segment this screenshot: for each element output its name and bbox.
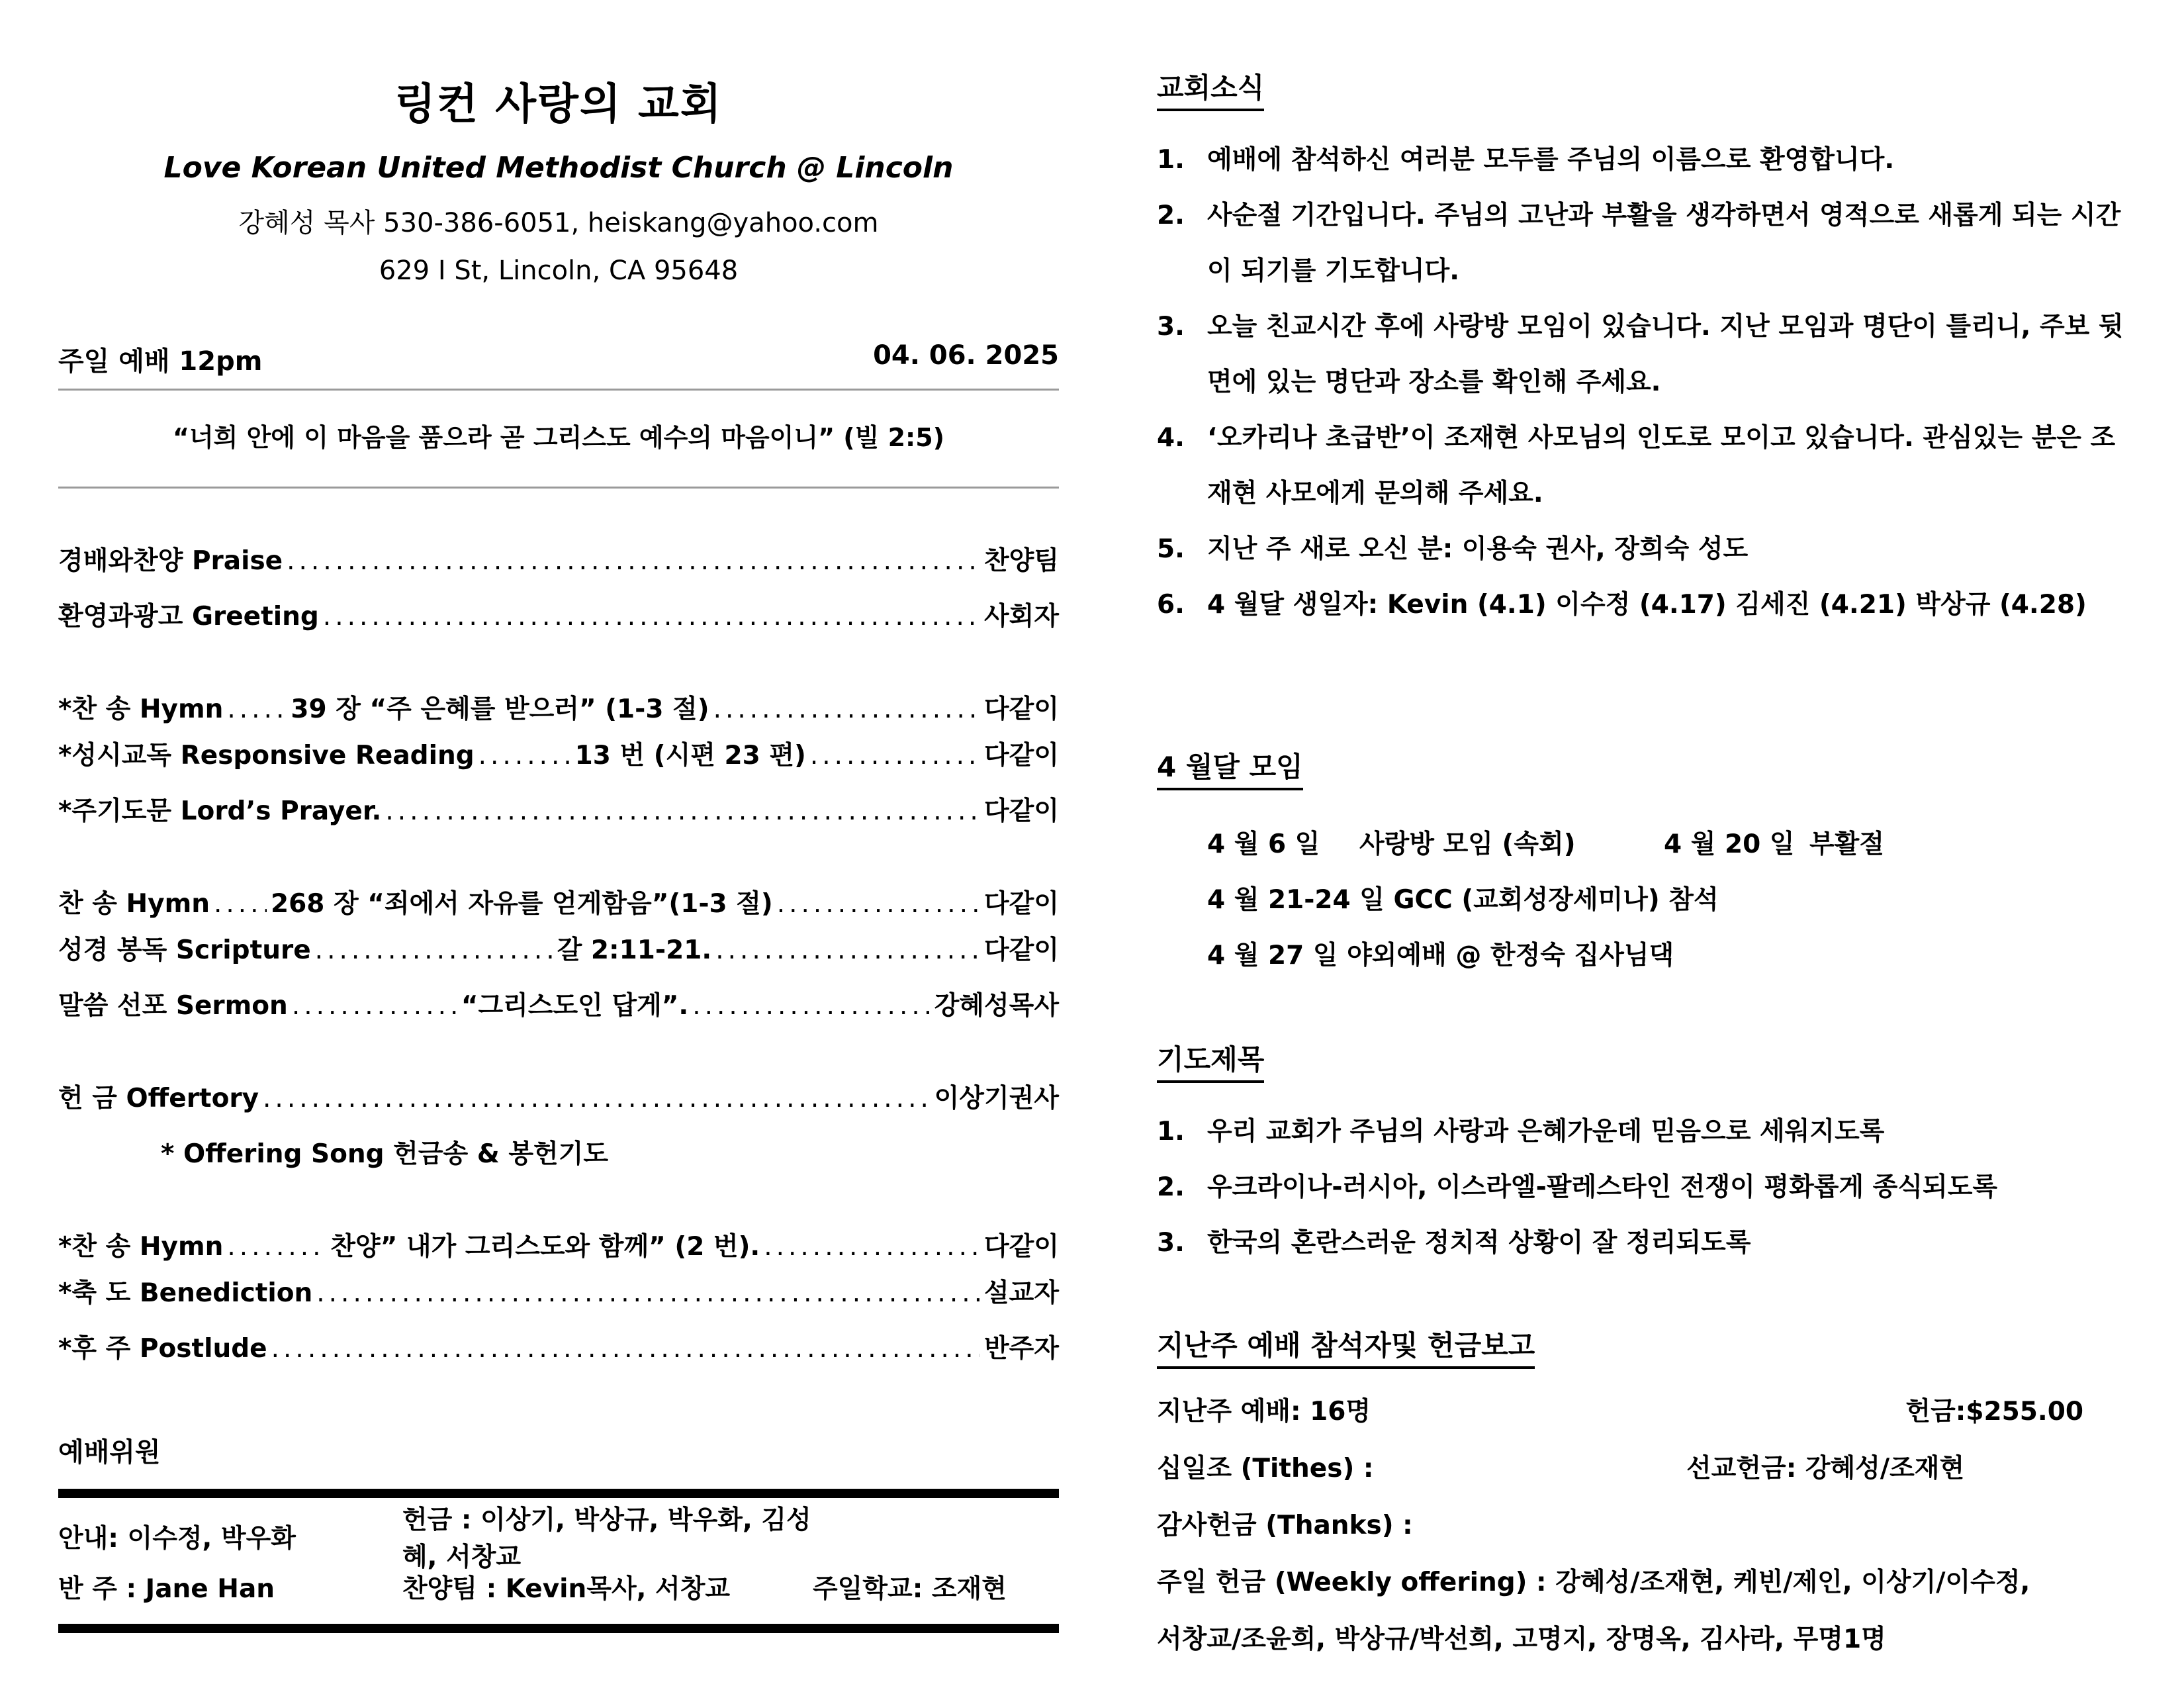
weekly-offering-line-1: 주일 헌금 (Weekly offering) : 강혜성/조재현, 케빈/제인, 이상기/이수정, [1157, 1568, 2030, 1597]
order-detail: 찬양” 내가 그리스도와 함께” (2 번). [330, 1232, 760, 1262]
leader-dots [385, 796, 980, 826]
order-postlude [58, 1328, 1059, 1383]
leader-dots [810, 741, 980, 771]
offering-total: 헌금:$255.00 [1905, 1397, 2083, 1427]
leader-dots [764, 1232, 980, 1262]
list-item [1157, 410, 2136, 522]
item-number: 1. [1157, 1117, 1185, 1147]
weekly-offering-line-2: 서창교/조윤희, 박상규/박선희, 고명지, 장명옥, 김사라, 무명1명 [1157, 1624, 1886, 1654]
order-item: *찬 송 Hymn [58, 1232, 224, 1262]
staff-offering: 헌금 : 이상기, 박상규, 박우화, 김성혜, 서창교 [402, 1505, 811, 1572]
order-leader: 찬양팀 [983, 546, 1059, 576]
prayers-heading: 기도제목 [1157, 1038, 1264, 1083]
list-item [1157, 299, 2136, 410]
divider [58, 487, 1059, 489]
order-item: *찬 송 Hymn [58, 694, 224, 724]
order-item: 말씀 선포 Sermon [58, 991, 288, 1021]
leader-dots [323, 602, 980, 632]
meeting-date: 4 월 20 일 [1664, 829, 1795, 859]
order-benediction [58, 1272, 1059, 1328]
leader-dots [713, 694, 980, 724]
order-item: 찬 송 Hymn [58, 889, 210, 919]
order-item: 헌 금 Offertory [58, 1084, 259, 1113]
item-number: 2. [1157, 201, 1185, 230]
order-leader: 다같이 [983, 889, 1059, 919]
meeting-row [1207, 814, 2136, 870]
leader-dots [692, 991, 930, 1021]
tithes: 십일조 (Tithes) : [1157, 1454, 1374, 1483]
order-item: 성경 봉독 Scripture [58, 935, 311, 965]
mission-offering: 선교헌금: 강혜성/조재현 [1686, 1454, 1965, 1483]
staff-sunday-school: 주일학교: 조재현 [813, 1574, 1007, 1604]
item-text: 우크라이나-러시아, 이스라엘-팔레스타인 전쟁이 평화롭게 종식되도록 [1207, 1172, 1998, 1202]
staff-usher: 안내: 이수정, 박우화 [58, 1524, 296, 1554]
order-greeting [58, 596, 1059, 651]
order-item: *주기도문 Lord’s Prayer. [58, 796, 382, 826]
church-subtitle: Love Korean United Methodist Church @ Lincoln [163, 151, 954, 185]
staff-praise-team: 찬양팀 : Kevin목사, 서창교 [402, 1574, 731, 1604]
order-leader: 반주자 [983, 1334, 1059, 1364]
list-item [1157, 188, 2136, 299]
order-of-worship [58, 540, 1059, 1383]
order-praise [58, 540, 1059, 596]
leader-dots [316, 1278, 980, 1308]
item-text: 오늘 친교시간 후에 사랑방 모임이 있습니다. 지난 모임과 명단이 틀리니, 주보 뒷면에 있는 명단과 장소를 확인해 주세요. [1207, 312, 2124, 397]
leader-dots [715, 935, 980, 965]
order-item: *후 주 Postlude [58, 1334, 267, 1364]
order-leader: 다같이 [983, 741, 1059, 771]
meetings-list [1207, 814, 2136, 981]
list-item [1157, 577, 2136, 633]
order-offertory [58, 1078, 1059, 1133]
pastor-contact: 강혜성 목사 530-386-6051, heiskang@yahoo.com [238, 208, 879, 238]
order-detail: 13 번 (시편 23 편) [574, 741, 806, 771]
item-number: 5. [1157, 534, 1185, 564]
item-number: 4. [1157, 423, 1185, 453]
order-scripture [58, 929, 1059, 985]
item-text: 우리 교회가 주님의 사랑과 은혜가운데 믿음으로 세워지도록 [1207, 1117, 1885, 1147]
leader-dots [227, 1232, 326, 1262]
item-number: 3. [1157, 1228, 1185, 1258]
item-text: 지난 주 새로 오신 분: 이용숙 권사, 장희숙 성도 [1207, 534, 1749, 564]
order-item: 환영과광고 Greeting [58, 602, 319, 632]
bulletin-front [58, 66, 1059, 1633]
meeting-date: 4 월 6 일 [1207, 829, 1320, 859]
order-item: *축 도 Benediction [58, 1278, 313, 1308]
item-text: 예배에 참석하신 여러분 모두를 주님의 이름으로 환영합니다. [1207, 145, 1895, 175]
offering-song: * Offering Song 헌금송 & 봉헌기도 [161, 1139, 609, 1169]
leader-dots [271, 1334, 980, 1364]
list-item [1157, 132, 2136, 188]
report-attendance-row [1157, 1381, 2136, 1438]
item-text: 사순절 기간입니다. 주님의 고난과 부활을 생각하면서 영적으로 새롭게 되는 시간이 되기를 기도합니다. [1207, 201, 2121, 286]
order-leader: 강혜성목사 [934, 991, 1059, 1021]
item-number: 2. [1157, 1172, 1185, 1202]
order-leader: 다같이 [983, 694, 1059, 724]
thanks-offering: 감사헌금 (Thanks) : [1157, 1511, 1413, 1540]
service-label: 주일 예배 12pm [58, 346, 263, 377]
item-number: 1. [1157, 145, 1185, 175]
item-text: ‘오카리나 초급반’이 조재현 사모님의 인도로 모이고 있습니다. 관심있는 분은 조재현 사모에게 문의해 주세요. [1207, 423, 2116, 508]
order-sermon [58, 985, 1059, 1041]
order-lords-prayer [58, 790, 1059, 846]
news-list [1157, 132, 2136, 633]
staff-accompanist: 반 주 : Jane Han [58, 1574, 275, 1604]
order-leader: 다같이 [983, 935, 1059, 965]
service-date: 04. 06. 2025 [873, 340, 1059, 371]
church-title: 링컨 사랑의 교회 [394, 80, 723, 129]
list-item [1157, 522, 2136, 577]
staff-box [58, 1489, 1059, 1633]
report-tithes-row [1157, 1438, 2136, 1495]
meeting-event: 사랑방 모임 (속회) [1359, 829, 1576, 859]
item-number: 3. [1157, 312, 1185, 342]
order-leader: 설교자 [983, 1278, 1059, 1308]
attendance: 지난주 예배: 16명 [1157, 1397, 1371, 1427]
order-item: *성시교독 Responsive Reading [58, 741, 475, 771]
prayer-list [1157, 1104, 2136, 1271]
list-item [1157, 1104, 2136, 1160]
leader-dots [287, 546, 980, 576]
order-detail: 268 장 “죄에서 자유를 얻게함음”(1-3 절) [270, 889, 773, 919]
bulletin-back [1157, 66, 2136, 1665]
leader-dots [777, 889, 980, 919]
order-leader: 사회자 [983, 602, 1059, 632]
order-leader: 다같이 [983, 1232, 1059, 1262]
order-hymn-2 [58, 883, 1059, 929]
order-responsive-reading [58, 735, 1059, 790]
item-number: 6. [1157, 590, 1185, 620]
order-leader: 다같이 [983, 796, 1059, 826]
order-hymn-3 [58, 1226, 1059, 1272]
leader-dots [315, 935, 553, 965]
meetings-heading: 4 월달 모임 [1157, 745, 1303, 790]
staff-heading: 예배위원 [58, 1437, 161, 1468]
order-detail: “그리스도인 답게”. [461, 991, 689, 1021]
meeting-row: 4 월 21-24 일 GCC (교회성장세미나) 참석 [1207, 885, 1719, 915]
list-item [1157, 1215, 2136, 1271]
order-item: 경배와찬양 Praise [58, 546, 283, 576]
leader-dots [263, 1084, 931, 1113]
service-info [58, 340, 1059, 378]
order-detail: 갈 2:11-21. [557, 935, 712, 965]
list-item [1157, 1160, 2136, 1215]
meeting-event: 부활절 [1809, 829, 1885, 859]
order-hymn-1 [58, 688, 1059, 735]
leader-dots [214, 889, 267, 919]
divider [58, 389, 1059, 391]
leader-dots [292, 991, 457, 1021]
news-heading: 교회소식 [1157, 66, 1264, 111]
leader-dots [227, 694, 287, 724]
staff-line [58, 1562, 1059, 1612]
staff-line [58, 1505, 1059, 1572]
order-detail: 39 장 “주 은혜를 받으러” (1-3 절) [291, 694, 709, 724]
meeting-row: 4 월 27 일 야외예배 @ 한정숙 집사님댁 [1207, 941, 1674, 970]
item-text: 4 월달 생일자: Kevin (4.1) 이수정 (4.17) 김세진 (4.21) 박상규 (4.28) [1207, 590, 2087, 620]
report-heading: 지난주 예배 참석자및 헌금보고 [1157, 1324, 1535, 1369]
item-text: 한국의 혼란스러운 정치적 상황이 잘 정리되도록 [1207, 1228, 1751, 1258]
leader-dots [478, 741, 571, 771]
theme-verse: “너희 안에 이 마음을 품으라 곧 그리스도 예수의 마음이니” (빌 2:5) [172, 423, 945, 452]
order-leader: 이상기권사 [934, 1084, 1059, 1113]
church-address: 629 I St, Lincoln, CA 95648 [379, 256, 739, 286]
